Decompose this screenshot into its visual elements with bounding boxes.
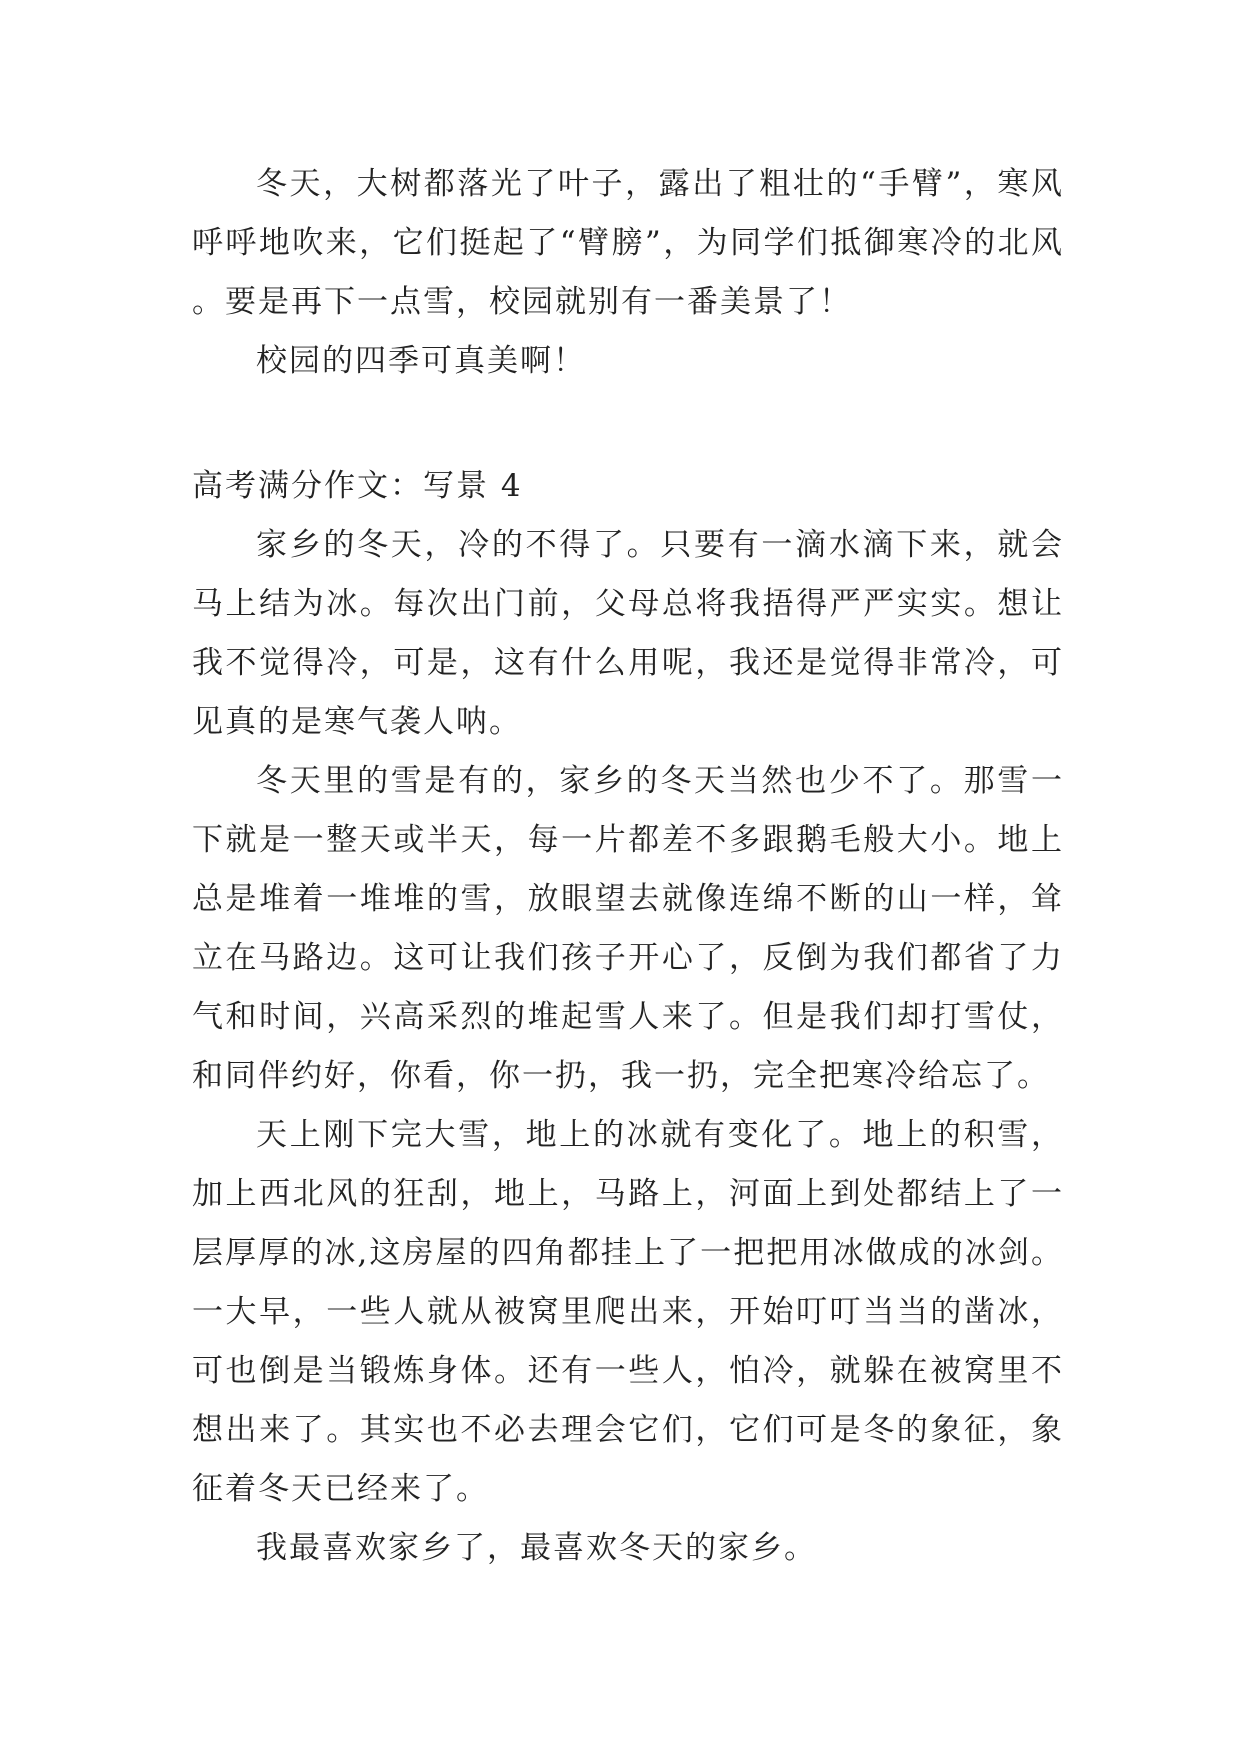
document-page	[192, 155, 1064, 1578]
paragraph-hometown-winter: 家乡的冬天，冷的不得了。只要有一滴水滴下来，就会马上结为冰。每次出门前，父母总将我捂得严严实实。想让我不觉得冷，可是，这有什么用呢，我还是觉得非常冷，可见真的是寒气袭人呐。	[192, 527, 1064, 740]
paragraph-winter-snow: 冬天里的雪是有的，家乡的冬天当然也少不了。那雪一下就是一整天或半天，每一片都差不多跟鹅毛般大小。地上总是堆着一堆堆的雪，放眼望去就像连绵不断的山一样，耸立在马路边。这可让我们孩子开心了，反倒为我们都省了力气和时间，兴高采烈的堆起雪人来了。但是我们却打雪仗，和同伴约好，你看，你一扔，我一扔，完全把寒冷给忘了。	[192, 763, 1064, 1094]
paragraph-conclusion: 我最喜欢家乡了，最喜欢冬天的家乡。	[256, 1530, 817, 1566]
essay-heading: 高考满分作文：写景 4	[192, 468, 523, 504]
paragraph-ice-changes: 天上刚下完大雪，地上的冰就有变化了。地上的积雪，加上西北风的狂刮，地上，马路上，河面上到处都结上了一层厚厚的冰,这房屋的四角都挂上了一把把用冰做成的冰剑。一大早，一些人就从被窝里爬出来，开始叮叮当当的凿冰，可也倒是当锻炼身体。还有一些人，怕冷，就躲在被窝里不想出来了。其实也不必去理会它们，它们可是冬的象征，象征着冬天已经来了。	[192, 1117, 1064, 1507]
paragraph-campus-seasons: 校园的四季可真美啊！	[256, 343, 586, 379]
paragraph-winter-trees: 冬天，大树都落光了叶子，露出了粗壮的“手臂”，寒风呼呼地吹来，它们挺起了“臂膀”，为同学们抵御寒冷的北风。要是再下一点雪，校园就别有一番美景了！	[192, 166, 1064, 320]
